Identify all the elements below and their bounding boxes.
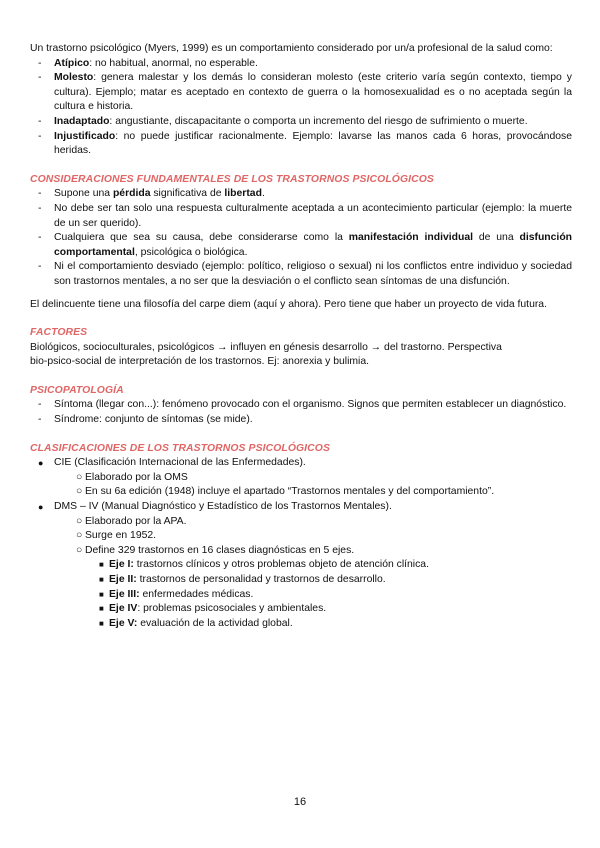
circle-bullet-icon: ○ [76, 515, 83, 527]
list-item: ○ Elaborado por la APA. [76, 515, 572, 530]
page-content [30, 42, 572, 631]
list-item: ■ Eje I: trastornos clínicos y otros problemas objeto de atención clínica. [99, 558, 572, 573]
circle-bullet-icon: ○ [76, 486, 83, 498]
list-item: ○ En su 6a edición (1948) incluye el apartado “Trastornos mentales y del comportamiento”. [76, 485, 572, 500]
criteria-list [30, 57, 572, 159]
square-bullet-icon: ■ [99, 618, 104, 628]
list-item: ○ Surge en 1952. [76, 529, 572, 544]
clasificaciones-list [30, 456, 572, 631]
list-item: - Inadaptado: angustiante, discapacitante o comporta un incremento del riesgo de sufrimiento o muerte. [30, 115, 572, 130]
list-item: ■ Eje IV: problemas psicosociales y ambientales. [99, 602, 572, 617]
list-item: - Síndrome: conjunto de síntomas (se mide). [30, 413, 572, 428]
section-heading-factores: FACTORES [30, 327, 88, 339]
section-heading-consideraciones: CONSIDERACIONES FUNDAMENTALES DE LOS TRASTORNOS PSICOLÓGICOS [30, 173, 434, 185]
list-item: - Síntoma (llegar con...): fenómeno provocado con el organismo. Signos que permiten establecer un diagnóstico. [30, 398, 572, 413]
list-item: - Ni el comportamiento desviado (ejemplo: político, religioso o sexual) ni los conflictos entre individuo y sociedad son trastornos mentales, a no ser que la desviación o el conflicto sean síntomas de una disfunción. [30, 260, 572, 289]
list-item: ■ Eje V: evaluación de la actividad global. [99, 617, 572, 632]
psicopatologia-list [30, 398, 572, 427]
ejes-list [85, 558, 572, 631]
list-item: ○ Define 329 trastornos en 16 clases diagnósticas en 5 ejes. ■ Eje I: trastornos clínicos y otros problemas objeto de atención clínica. ■ Eje II: trastornos de personalidad y trastornos de desarrollo. ■ Eje III: enfermedades médicas. ■ Eje IV: problemas psicosociales y ambientales. ■ Eje V: evaluación de la actividad global. [76, 544, 572, 632]
circle-bullet-icon: ○ [76, 530, 83, 542]
bullet-icon: ● [38, 458, 44, 469]
intro-paragraph: Un trastorno psicológico (Myers, 1999) es un comportamiento considerado por un/a profesional de la salud como: [30, 43, 553, 54]
section-heading-clasificaciones: CLASIFICACIONES DE LOS TRASTORNOS PSICOLÓGICOS [30, 442, 330, 454]
list-item: - Injustificado: no puede justificar racionalmente. Ejemplo: lavarse las manos cada 6 horas, provocándose heridas. [30, 130, 572, 159]
bullet-icon: ● [38, 502, 44, 513]
delincuente-paragraph: El delincuente tiene una filosofía del carpe diem (aquí y ahora). Pero tiene que haber un proyecto de vida futura. [30, 298, 547, 310]
list-item: - Molesto: genera malestar y los demás lo consideran molesto (este criterio varía según contexto, tiempo y cultura). Ejemplo; matar es aceptado en contexto de guerra o la homosexualidad es o no aceptada según la cultura e historia. [30, 71, 572, 115]
consideraciones-list [30, 187, 572, 289]
factores-line-2: bio-psico-social de interpretación de los trastornos. Ej: anorexia y bulimia. [30, 356, 370, 368]
dms-sublist [54, 515, 572, 632]
factores-line-1: Biológicos, socioculturales, psicológicos → influyen en génesis desarrollo → del trastorno. Perspectiva [30, 341, 502, 353]
list-item: ■ Eje II: trastornos de personalidad y trastornos de desarrollo. [99, 573, 572, 588]
list-item-cie: ● CIE (Clasificación Internacional de las Enfermedades). ○ Elaborado por la OMS ○ En su 6a edición (1948) incluye el apartado “Trastornos mentales y del comportamiento”. [30, 456, 572, 500]
circle-bullet-icon: ○ [76, 544, 83, 556]
page-number: 16 [293, 796, 307, 808]
cie-sublist [54, 471, 572, 500]
list-item: - Cualquiera que sea su causa, debe considerarse como la manifestación individual de una disfunción comportamental, psicológica o biológica. [30, 231, 572, 260]
list-item-dms: ● DMS – IV (Manual Diagnóstico y Estadístico de los Trastornos Mentales). ○ Elaborado por la APA. ○ Surge en 1952. ○ Define 329 trastornos en 16 clases diagnósticas en 5 ejes. ■ Eje I: trastornos clínicos y otros problemas objeto de atención clínica. ■ Eje II: trastornos de personalidad y trastornos de desarrollo. ■ Eje III: enfermedades médicas. ■ Eje IV: problemas psicosociales y ambientales. ■ Eje V: evaluación de la actividad global. [30, 500, 572, 631]
square-bullet-icon: ■ [99, 560, 104, 570]
list-item: ■ Eje III: enfermedades médicas. [99, 588, 572, 603]
square-bullet-icon: ■ [99, 575, 104, 584]
square-bullet-icon: ■ [99, 589, 104, 599]
section-heading-psicopatologia: PSICOPATOLOGÍA [30, 384, 124, 396]
list-item: ○ Elaborado por la OMS [76, 471, 572, 486]
list-item: - Supone una pérdida significativa de libertad. [30, 187, 572, 202]
list-item: - Atípico: no habitual, anormal, no esperable. [30, 57, 572, 72]
list-item: - No debe ser tan solo una respuesta culturalmente aceptada a un acontecimiento particular (ejemplo: la muerte de un ser querido). [30, 202, 572, 231]
square-bullet-icon: ■ [99, 604, 104, 614]
circle-bullet-icon: ○ [76, 471, 83, 483]
